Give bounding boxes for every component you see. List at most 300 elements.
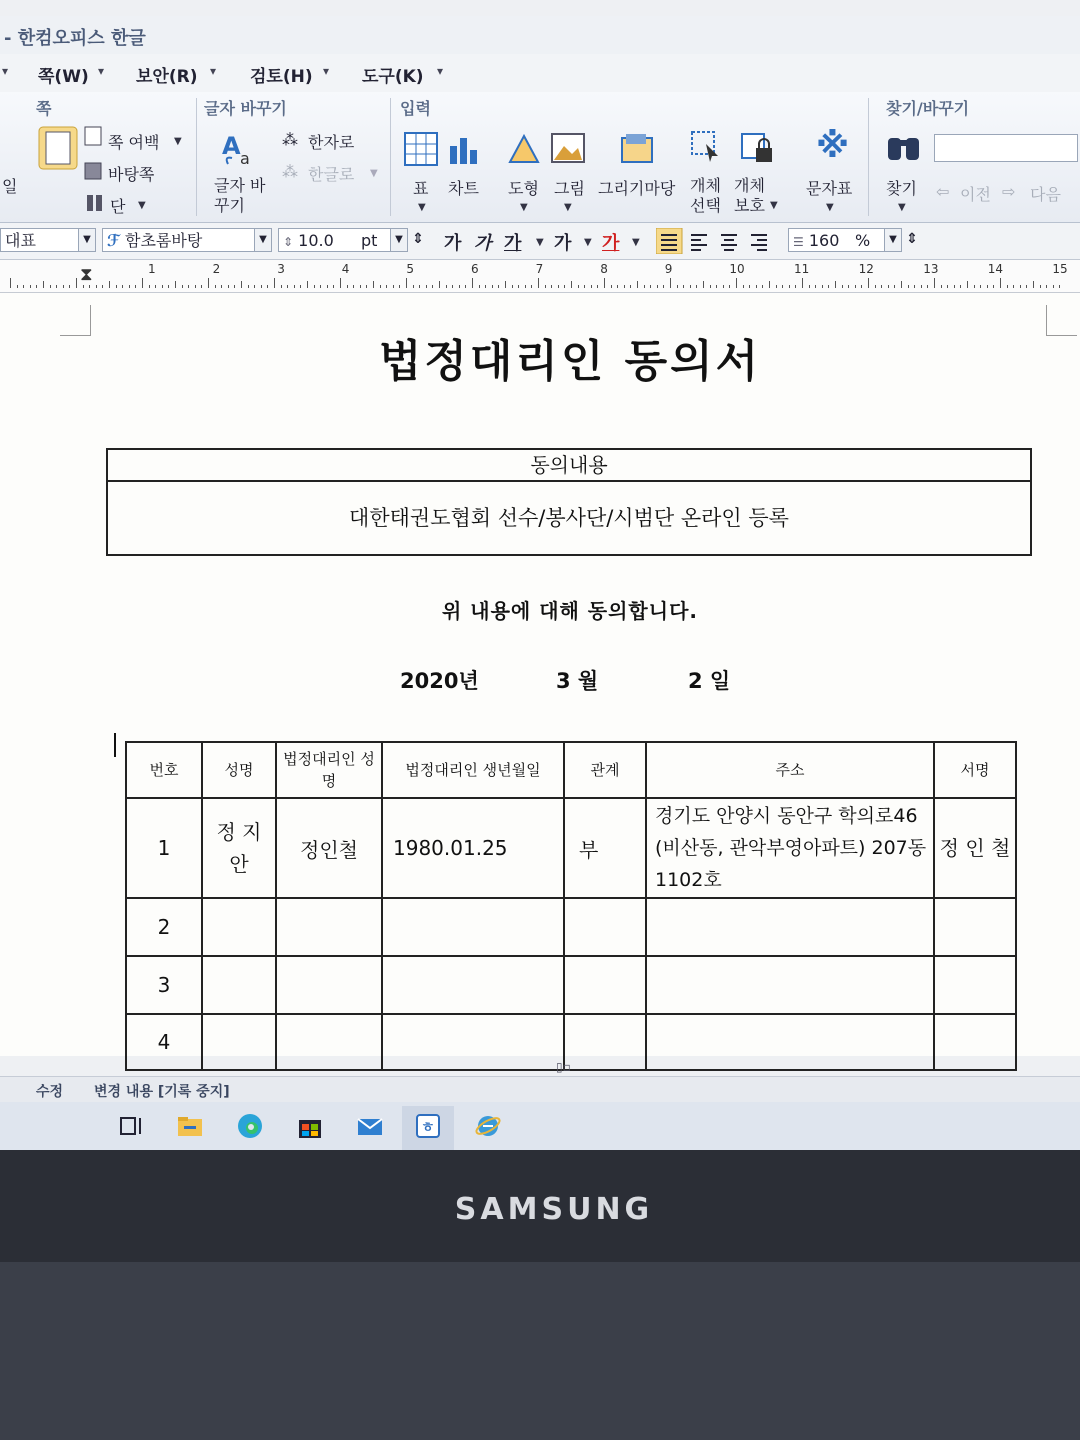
ribbon-master-page[interactable]: 바탕쪽 bbox=[108, 165, 155, 184]
ruler-tick bbox=[650, 285, 651, 288]
ruler-tick bbox=[558, 285, 559, 288]
chevron-down-icon[interactable]: ▼ bbox=[390, 229, 407, 251]
ruler-tick bbox=[116, 285, 117, 288]
binoculars-icon[interactable] bbox=[886, 130, 922, 164]
ruler-tick bbox=[221, 285, 222, 288]
ribbon-page-margin[interactable]: 쪽 여백 bbox=[108, 133, 160, 152]
ruler-tick bbox=[690, 285, 691, 288]
ruler-tick bbox=[366, 285, 367, 288]
table-row bbox=[126, 898, 1016, 956]
title-bar bbox=[0, 16, 1080, 54]
ruler-tick bbox=[432, 285, 433, 288]
ruler-tick bbox=[875, 285, 876, 288]
ruler-tick bbox=[36, 285, 37, 288]
ribbon-separator bbox=[390, 98, 391, 216]
table-row bbox=[126, 956, 1016, 1014]
ruler-tick bbox=[894, 285, 895, 288]
cell-number[interactable]: 2 bbox=[126, 898, 202, 956]
ruler-tick bbox=[782, 285, 783, 288]
ruler-tick bbox=[43, 281, 44, 288]
ribbon-object-select[interactable]: 개체 선택 bbox=[690, 176, 721, 215]
ribbon-columns[interactable]: 단 bbox=[110, 197, 126, 216]
cell-relation[interactable]: 부 bbox=[564, 798, 646, 898]
size-spinner-icon[interactable]: ⇕ bbox=[412, 231, 424, 247]
ruler-tick bbox=[294, 285, 295, 288]
italic-button[interactable]: 가 bbox=[474, 233, 492, 254]
cell-name[interactable] bbox=[202, 898, 276, 956]
date-year: 2020년 bbox=[400, 669, 479, 693]
line-spacing-select[interactable] bbox=[788, 228, 902, 252]
header-signature: 서명 bbox=[934, 742, 1016, 798]
ruler-tick bbox=[934, 278, 935, 288]
chevron-down-icon[interactable]: ▼ bbox=[174, 136, 182, 147]
group-title-find: 찾기/바꾸기 bbox=[886, 99, 970, 118]
ruler-tick bbox=[254, 285, 255, 288]
cell-number[interactable]: 4 bbox=[126, 1014, 202, 1070]
menu-tools[interactable]: 도구(K) bbox=[362, 67, 424, 87]
ruler-tick bbox=[749, 285, 750, 288]
ruler-tick bbox=[248, 285, 249, 288]
master-page-icon[interactable] bbox=[84, 162, 102, 180]
lock-icon[interactable] bbox=[740, 128, 776, 164]
ruler-tick bbox=[30, 285, 31, 288]
cell-relation[interactable] bbox=[564, 898, 646, 956]
ruler-tick bbox=[234, 285, 235, 288]
ruler-tick bbox=[564, 285, 565, 288]
align-buttons bbox=[656, 228, 776, 254]
chevron-down-icon[interactable]: ▾ bbox=[98, 64, 105, 78]
ruler-number: 14 bbox=[987, 262, 1004, 276]
font-size-value: 10.0 bbox=[298, 231, 334, 250]
ruler-tick bbox=[155, 285, 156, 288]
ruler-tick bbox=[769, 281, 770, 288]
ruler-tick bbox=[320, 285, 321, 288]
task-view-icon[interactable] bbox=[118, 1112, 146, 1140]
file-explorer-icon[interactable] bbox=[176, 1112, 204, 1140]
ruler-tick bbox=[921, 285, 922, 288]
ruler-tick bbox=[617, 285, 618, 288]
ruler-tick bbox=[142, 278, 143, 288]
ruler-tick bbox=[683, 285, 684, 288]
menu-review[interactable]: 검토(H) bbox=[250, 67, 313, 87]
ruler-tick bbox=[795, 285, 796, 288]
ruler-tick bbox=[267, 285, 268, 288]
chevron-down-icon[interactable]: ▼ bbox=[418, 202, 426, 213]
ruler-tick bbox=[426, 285, 427, 288]
chevron-down-icon[interactable]: ▼ bbox=[584, 237, 592, 248]
ruler-tick bbox=[208, 278, 209, 288]
ruler-tick bbox=[353, 285, 354, 288]
table-row bbox=[126, 798, 1016, 898]
text-convert-icon[interactable] bbox=[220, 128, 260, 168]
chevron-down-icon[interactable]: ▼ bbox=[770, 200, 778, 211]
ruler-tick bbox=[967, 281, 968, 288]
symbol-icon[interactable]: ※ bbox=[816, 126, 850, 166]
taskbar bbox=[0, 1102, 1080, 1150]
ruler-tick bbox=[1013, 285, 1014, 288]
ribbon-symbols[interactable]: 문자표 bbox=[806, 179, 853, 198]
ruler-tick bbox=[10, 278, 11, 288]
cell-number[interactable]: 1 bbox=[126, 798, 202, 898]
text-cursor bbox=[114, 733, 116, 757]
arrow-right-icon: ⇨ bbox=[1002, 182, 1016, 201]
table-icon[interactable] bbox=[404, 132, 438, 166]
ruler-tick bbox=[399, 285, 400, 288]
underline-button[interactable]: 가 bbox=[504, 233, 522, 254]
agreement-statement: 위 내용에 대해 동의합니다. bbox=[441, 599, 698, 623]
chevron-down-icon[interactable]: ▼ bbox=[884, 229, 901, 251]
svg-text:A: A bbox=[222, 132, 241, 160]
header-relation: 관계 bbox=[564, 742, 646, 798]
ruler-tick bbox=[591, 285, 592, 288]
ruler-tick bbox=[624, 285, 625, 288]
spacing-spinner-icon[interactable]: ⇕ bbox=[906, 231, 918, 247]
ruler-tick bbox=[102, 285, 103, 288]
ruler-tick bbox=[703, 281, 704, 288]
chevron-down-icon[interactable]: ▾ bbox=[437, 64, 444, 78]
ruler-tick bbox=[380, 285, 381, 288]
ruler-number: 11 bbox=[794, 262, 810, 276]
chevron-down-icon[interactable]: ▼ bbox=[536, 237, 544, 248]
ruler-tick bbox=[888, 285, 889, 288]
format-toolbar bbox=[0, 223, 1080, 260]
hangul-icon: ⁂ bbox=[282, 162, 298, 181]
cell-address[interactable] bbox=[646, 1014, 934, 1070]
ruler-tick bbox=[802, 278, 803, 288]
cell-name[interactable]: 정 지 안 bbox=[202, 798, 276, 898]
ruler-tick bbox=[848, 285, 849, 288]
ruler-tick bbox=[56, 285, 57, 288]
ruler-tick bbox=[604, 278, 605, 288]
ruler-number: 7 bbox=[535, 262, 544, 276]
ruler-tick bbox=[129, 285, 130, 288]
ruler-tick bbox=[287, 285, 288, 288]
style-select[interactable] bbox=[0, 228, 96, 252]
cell-guardian-name[interactable] bbox=[276, 1014, 382, 1070]
consent-box bbox=[106, 448, 1032, 556]
ruler-tick bbox=[83, 285, 84, 288]
ruler-number: 2 bbox=[212, 262, 221, 276]
ruler-tick bbox=[347, 285, 348, 288]
ruler-tick bbox=[50, 285, 51, 288]
chevron-down-icon: ▼ bbox=[370, 168, 378, 179]
consent-content: 대한태권도협회 선수/봉사단/시범단 온라인 등록 bbox=[349, 506, 789, 530]
ruler-tick bbox=[386, 285, 387, 288]
ribbon-separator bbox=[196, 98, 197, 216]
ruler-tick bbox=[23, 285, 24, 288]
ruler-tick bbox=[729, 285, 730, 288]
cell-guardian-name[interactable] bbox=[276, 898, 382, 956]
ruler-tick bbox=[76, 278, 77, 288]
cell-guardian-birthdate[interactable] bbox=[382, 956, 564, 1014]
chevron-down-icon[interactable]: ▼ bbox=[632, 237, 640, 248]
chevron-down-icon[interactable]: ▼ bbox=[520, 202, 528, 213]
menu-bar bbox=[0, 54, 1080, 93]
line-spacing-unit: % bbox=[855, 231, 871, 250]
ruler-tick bbox=[644, 285, 645, 288]
ruler-tick bbox=[69, 285, 70, 288]
ruler-tick bbox=[710, 285, 711, 288]
cell-guardian-birthdate[interactable] bbox=[382, 1014, 564, 1070]
ruler-tick bbox=[545, 285, 546, 288]
document-title: 법정대리인 동의서 bbox=[378, 336, 762, 387]
ruler-tick bbox=[472, 278, 473, 288]
drawing-gallery-icon[interactable] bbox=[620, 132, 656, 166]
menu-security[interactable]: 보안(R) bbox=[136, 67, 198, 87]
group-title-insert: 입력 bbox=[400, 99, 431, 118]
menu-arrow-icon: ▾ bbox=[2, 64, 9, 78]
ruler-tick bbox=[188, 285, 189, 288]
ribbon-find[interactable]: 찾기 bbox=[886, 179, 917, 198]
header-guardian-name: 법정대리인 성명 bbox=[276, 742, 382, 798]
chevron-down-icon[interactable]: ▼ bbox=[564, 202, 572, 213]
ruler-tick bbox=[281, 285, 282, 288]
ruler-tick bbox=[1007, 285, 1008, 288]
ruler-tick bbox=[1040, 285, 1041, 288]
ruler-tick bbox=[776, 285, 777, 288]
ribbon-picture[interactable]: 그림 bbox=[554, 179, 585, 198]
hwp-app-icon[interactable] bbox=[414, 1112, 442, 1140]
ribbon-shape[interactable]: 도형 bbox=[508, 179, 539, 198]
ruler-tick bbox=[611, 285, 612, 288]
font-size-unit: pt bbox=[361, 231, 378, 250]
indent-marker-icon[interactable]: ⧗ bbox=[80, 264, 93, 285]
ribbon-to-hanja[interactable]: 한자로 bbox=[308, 133, 355, 152]
cell-guardian-birthdate[interactable] bbox=[382, 898, 564, 956]
ruler-tick bbox=[663, 285, 664, 288]
header-number: 번호 bbox=[126, 742, 202, 798]
cell-number[interactable]: 3 bbox=[126, 956, 202, 1014]
ruler-tick bbox=[479, 285, 480, 288]
laptop-hinge bbox=[0, 1262, 1080, 1440]
ruler-tick bbox=[597, 285, 598, 288]
font-size-select[interactable] bbox=[278, 228, 408, 252]
columns-icon[interactable] bbox=[86, 194, 104, 212]
ruler-tick bbox=[954, 285, 955, 288]
style-value: 대표 bbox=[5, 231, 36, 250]
font-select[interactable] bbox=[102, 228, 272, 252]
ruler-tick bbox=[175, 281, 176, 288]
ruler-tick bbox=[307, 281, 308, 288]
arrow-left-icon: ⇦ bbox=[936, 182, 950, 201]
svg-text:ㅎ: ㅎ bbox=[421, 1120, 435, 1136]
ruler-tick bbox=[1000, 278, 1001, 288]
font-value: 함초롬바탕 bbox=[125, 231, 203, 250]
ruler-tick bbox=[360, 285, 361, 288]
ruler-tick bbox=[960, 285, 961, 288]
ruler-tick bbox=[215, 285, 216, 288]
ruler-tick bbox=[162, 285, 163, 288]
ruler-tick bbox=[723, 285, 724, 288]
menu-page[interactable]: 쪽(W) bbox=[38, 67, 89, 87]
ruler-tick bbox=[993, 285, 994, 288]
strike-button[interactable]: 가 bbox=[554, 233, 572, 254]
window-title: - 한컴오피스 한글 bbox=[4, 28, 146, 49]
ruler-tick bbox=[261, 285, 262, 288]
ribbon-table[interactable]: 표 bbox=[413, 179, 429, 198]
ruler-tick bbox=[505, 281, 506, 288]
ruler-tick bbox=[716, 285, 717, 288]
ruler-number: 15 bbox=[1052, 262, 1068, 276]
cell-name[interactable] bbox=[202, 956, 276, 1014]
cell-signature[interactable] bbox=[934, 898, 1016, 956]
ruler-number: 12 bbox=[858, 262, 874, 276]
ruler-tick bbox=[228, 285, 229, 288]
ruler-tick bbox=[828, 285, 829, 288]
status-bar bbox=[0, 1076, 1080, 1103]
ruler-number: 1 bbox=[148, 262, 156, 276]
ruler-number: 6 bbox=[471, 262, 479, 276]
ruler-tick bbox=[947, 285, 948, 288]
ruler-tick bbox=[406, 278, 407, 288]
date-month: 3 월 bbox=[556, 669, 599, 693]
cell-address[interactable] bbox=[646, 898, 934, 956]
ruler-number: 8 bbox=[600, 262, 608, 276]
ruler-tick bbox=[881, 285, 882, 288]
table-row bbox=[126, 1014, 1016, 1070]
chevron-down-icon[interactable]: ▼ bbox=[826, 202, 834, 213]
chevron-down-icon[interactable]: ▼ bbox=[898, 202, 906, 213]
ruler-tick bbox=[842, 285, 843, 288]
ruler-tick bbox=[815, 285, 816, 288]
header-guardian-birthdate: 법정대리인 생년월일 bbox=[382, 742, 564, 798]
cell-guardian-name[interactable]: 정인철 bbox=[276, 798, 382, 898]
ruler-tick bbox=[908, 285, 909, 288]
ruler-tick bbox=[314, 285, 315, 288]
ruler-number: 13 bbox=[923, 262, 939, 276]
ruler-tick bbox=[762, 285, 763, 288]
ruler-tick bbox=[1033, 281, 1034, 288]
ruler-tick bbox=[333, 285, 334, 288]
find-next: 다음 bbox=[1030, 185, 1061, 204]
ribbon bbox=[0, 92, 1080, 223]
ruler-tick bbox=[439, 281, 440, 288]
ruler-tick bbox=[901, 281, 902, 288]
ruler-tick bbox=[525, 285, 526, 288]
font-icon: ℱ bbox=[107, 231, 120, 250]
ruler-tick bbox=[974, 285, 975, 288]
chevron-down-icon[interactable]: ▾ bbox=[323, 64, 330, 78]
ruler-tick bbox=[987, 285, 988, 288]
cell-relation[interactable] bbox=[564, 1014, 646, 1070]
page-setup-icon[interactable] bbox=[38, 126, 78, 170]
ruler-tick bbox=[630, 285, 631, 288]
consent-header: 동의내용 bbox=[108, 450, 1030, 482]
store-icon[interactable] bbox=[296, 1112, 324, 1140]
picture-icon[interactable] bbox=[550, 130, 586, 166]
date-day: 2 일 bbox=[688, 669, 731, 693]
ruler-number: 3 bbox=[277, 262, 285, 276]
line-spacing-value: 160 bbox=[808, 231, 840, 250]
chevron-down-icon[interactable]: ▼ bbox=[254, 229, 271, 251]
group-title-convert: 글자 바꾸기 bbox=[204, 99, 287, 118]
ruler-tick bbox=[696, 285, 697, 288]
ruler-tick bbox=[531, 285, 532, 288]
ruler-tick bbox=[736, 278, 737, 288]
bold-button[interactable]: 가 bbox=[444, 233, 462, 254]
ruler-tick bbox=[789, 285, 790, 288]
cell-name[interactable] bbox=[202, 1014, 276, 1070]
document-page[interactable] bbox=[0, 293, 1080, 1056]
chart-icon[interactable] bbox=[448, 132, 482, 166]
ruler-tick bbox=[927, 285, 928, 288]
font-size-icon: ⇕ bbox=[283, 235, 294, 249]
shape-icon[interactable] bbox=[506, 130, 542, 166]
status-mode: 수정 bbox=[36, 1084, 64, 1100]
cell-address[interactable]: 경기도 안양시 동안구 학의로46 (비산동, 관악부영아파트) 207동 1102호 bbox=[646, 798, 934, 898]
ruler-tick bbox=[300, 285, 301, 288]
ruler[interactable] bbox=[0, 260, 1080, 293]
table-header-row bbox=[126, 742, 1016, 798]
cell-guardian-birthdate[interactable]: 1980.01.25 bbox=[382, 798, 564, 898]
chevron-down-icon[interactable]: ▼ bbox=[78, 229, 95, 251]
ruler-tick bbox=[670, 278, 671, 288]
ruler-tick bbox=[637, 281, 638, 288]
ruler-tick bbox=[89, 285, 90, 288]
cell-signature[interactable]: 정 인 철 bbox=[934, 798, 1016, 898]
edge-browser-icon[interactable] bbox=[236, 1112, 264, 1140]
ribbon-chart[interactable]: 차트 bbox=[448, 179, 479, 198]
ruler-tick bbox=[241, 281, 242, 288]
cell-guardian-name[interactable] bbox=[276, 956, 382, 1014]
internet-explorer-icon[interactable] bbox=[474, 1112, 502, 1140]
ruler-tick bbox=[1026, 285, 1027, 288]
chevron-down-icon[interactable]: ▾ bbox=[210, 64, 217, 78]
object-select-icon[interactable] bbox=[688, 128, 724, 164]
ruler-tick bbox=[835, 281, 836, 288]
ruler-tick bbox=[551, 285, 552, 288]
ruler-tick bbox=[340, 278, 341, 288]
status-track-changes[interactable]: 변경 내용 [기록 중지] bbox=[94, 1084, 230, 1100]
cell-address[interactable] bbox=[646, 956, 934, 1014]
ruler-tick bbox=[413, 285, 414, 288]
find-prev: 이전 bbox=[960, 185, 991, 204]
ribbon-object-protect[interactable]: 개체 보호 bbox=[734, 176, 765, 215]
ruler-tick bbox=[459, 285, 460, 288]
ruler-tick bbox=[578, 285, 579, 288]
ruler-tick bbox=[201, 285, 202, 288]
ruler-number: 4 bbox=[341, 262, 350, 276]
ruler-number: 9 bbox=[664, 262, 673, 276]
mail-icon[interactable] bbox=[356, 1112, 384, 1140]
ruler-tick bbox=[17, 285, 18, 288]
cell-relation[interactable] bbox=[564, 956, 646, 1014]
chevron-down-icon[interactable]: ▼ bbox=[138, 200, 146, 211]
ruler-tick bbox=[855, 285, 856, 288]
cell-signature[interactable] bbox=[934, 1014, 1016, 1070]
line-spacing-icon: ☰ bbox=[793, 235, 804, 249]
ruler-tick bbox=[327, 285, 328, 288]
ruler-tick bbox=[195, 285, 196, 288]
ribbon-drawing-gallery[interactable]: 그리기마당 bbox=[598, 179, 676, 198]
ruler-tick bbox=[498, 285, 499, 288]
group-title-page: 쪽 bbox=[36, 99, 52, 118]
svg-text:a: a bbox=[240, 149, 250, 168]
hanja-icon[interactable]: ⁂ bbox=[282, 130, 298, 149]
ruler-tick bbox=[122, 285, 123, 288]
ruler-tick bbox=[584, 285, 585, 288]
ruler-tick bbox=[743, 285, 744, 288]
ruler-tick bbox=[393, 285, 394, 288]
scroll-handle[interactable]: ▯▫ bbox=[556, 1060, 571, 1074]
ruler-tick bbox=[465, 285, 466, 288]
font-color-button[interactable]: 가 bbox=[602, 233, 620, 254]
cell-signature[interactable] bbox=[934, 956, 1016, 1014]
ruler-tick bbox=[492, 285, 493, 288]
ribbon-text-convert[interactable]: 글자 바꾸기 bbox=[214, 176, 266, 215]
find-input[interactable] bbox=[934, 134, 1078, 162]
margin-icon[interactable] bbox=[84, 126, 102, 146]
